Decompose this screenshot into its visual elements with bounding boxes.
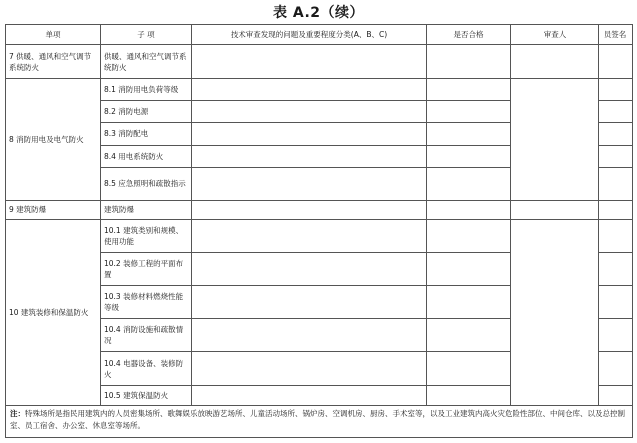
- reviewer-cell-extra: [599, 319, 633, 352]
- qualified-cell: [427, 167, 511, 200]
- subitem-cell: 供暖、通风和空气调节系统防火: [101, 45, 192, 79]
- header-reviewer-left: 审查人: [511, 25, 599, 45]
- qualified-cell: [427, 145, 511, 167]
- problems-cell: [192, 253, 427, 286]
- table-row: [6, 200, 633, 219]
- header-item: 单项: [6, 25, 101, 45]
- review-table: [5, 24, 633, 438]
- table-row: [6, 219, 633, 252]
- subitem-cell: 10.1 建筑类别和规模、使用功能: [101, 219, 192, 252]
- qualified-cell: [427, 286, 511, 319]
- problems-cell: [192, 167, 427, 200]
- qualified-cell: [427, 352, 511, 385]
- reviewer-cell-extra: [599, 352, 633, 385]
- header-problems: 技术审查发现的问题及重要程度分类(A、B、C): [192, 25, 427, 45]
- problems-cell: [192, 79, 427, 101]
- qualified-cell: [427, 101, 511, 123]
- problems-cell: [192, 145, 427, 167]
- reviewer-cell-extra: [599, 167, 633, 200]
- qualified-cell: [427, 200, 511, 219]
- table-row: [6, 79, 633, 101]
- reviewer-cell: [511, 200, 599, 219]
- qualified-cell: [427, 45, 511, 79]
- header-reviewer-right: 员签名: [599, 25, 633, 45]
- subitem-cell: 建筑防爆: [101, 200, 192, 219]
- table-title: 表 A.2（续）: [272, 5, 365, 21]
- reviewer-cell-extra: [599, 123, 633, 145]
- item-cell: 8 消防用电及电气防火: [6, 79, 101, 201]
- reviewer-cell-extra: [599, 101, 633, 123]
- reviewer-cell: [511, 219, 599, 405]
- header-row: [6, 25, 633, 45]
- table-row: [6, 45, 633, 79]
- qualified-cell: [427, 219, 511, 252]
- reviewer-cell-extra: [599, 45, 633, 79]
- note-text: 特殊场所是指民用建筑内的人员密集场所、歌舞娱乐放映游艺场所、儿童活动场所、锅炉房、空调机房、厨房、手术室等，以及工业建筑内高火灾危险性部位、中间仓库、以及总控制室、员工宿舍、办公室、休息室等场所。: [10, 408, 625, 430]
- qualified-cell: [427, 253, 511, 286]
- subitem-cell: 8.2 消防电源: [101, 101, 192, 123]
- problems-cell: [192, 45, 427, 79]
- problems-cell: [192, 123, 427, 145]
- problems-cell: [192, 385, 427, 405]
- subitem-cell: 8.1 消防用电负荷等级: [101, 79, 192, 101]
- reviewer-cell-extra: [599, 253, 633, 286]
- subitem-cell: 8.5 应急照明和疏散指示: [101, 167, 192, 200]
- header-qualified: 是否合格: [427, 25, 511, 45]
- item-cell: 7 供暖、通风和空气调节系统防火: [6, 45, 101, 79]
- header-subitem: 子 项: [101, 25, 192, 45]
- qualified-cell: [427, 79, 511, 101]
- reviewer-cell-extra: [599, 145, 633, 167]
- reviewer-cell: [511, 45, 599, 79]
- problems-cell: [192, 286, 427, 319]
- reviewer-cell-extra: [599, 219, 633, 252]
- subitem-cell: 8.3 消防配电: [101, 123, 192, 145]
- reviewer-cell-extra: [599, 286, 633, 319]
- note-label: 注：: [10, 408, 25, 418]
- subitem-cell: 10.3 装修材料燃烧性能等级: [101, 286, 192, 319]
- subitem-cell: 10.5 建筑保温防火: [101, 385, 192, 405]
- subitem-cell: 10.2 装修工程的平面布置: [101, 253, 192, 286]
- subitem-cell: 10.4 消防设施和疏散情况: [101, 319, 192, 352]
- item-cell: 10 建筑装修和保温防火: [6, 219, 101, 405]
- qualified-cell: [427, 123, 511, 145]
- qualified-cell: [427, 385, 511, 405]
- problems-cell: [192, 200, 427, 219]
- reviewer-cell: [511, 79, 599, 201]
- problems-cell: [192, 352, 427, 385]
- reviewer-cell-extra: [599, 200, 633, 219]
- note-row: [6, 405, 633, 437]
- problems-cell: [192, 319, 427, 352]
- reviewer-cell-extra: [599, 79, 633, 101]
- problems-cell: [192, 101, 427, 123]
- reviewer-cell-extra: [599, 385, 633, 405]
- subitem-cell: 8.4 用电系统防火: [101, 145, 192, 167]
- note-cell: [6, 405, 633, 437]
- problems-cell: [192, 219, 427, 252]
- subitem-cell: 10.4 电器设备、装修防火: [101, 352, 192, 385]
- item-cell: 9 建筑防爆: [6, 200, 101, 219]
- qualified-cell: [427, 319, 511, 352]
